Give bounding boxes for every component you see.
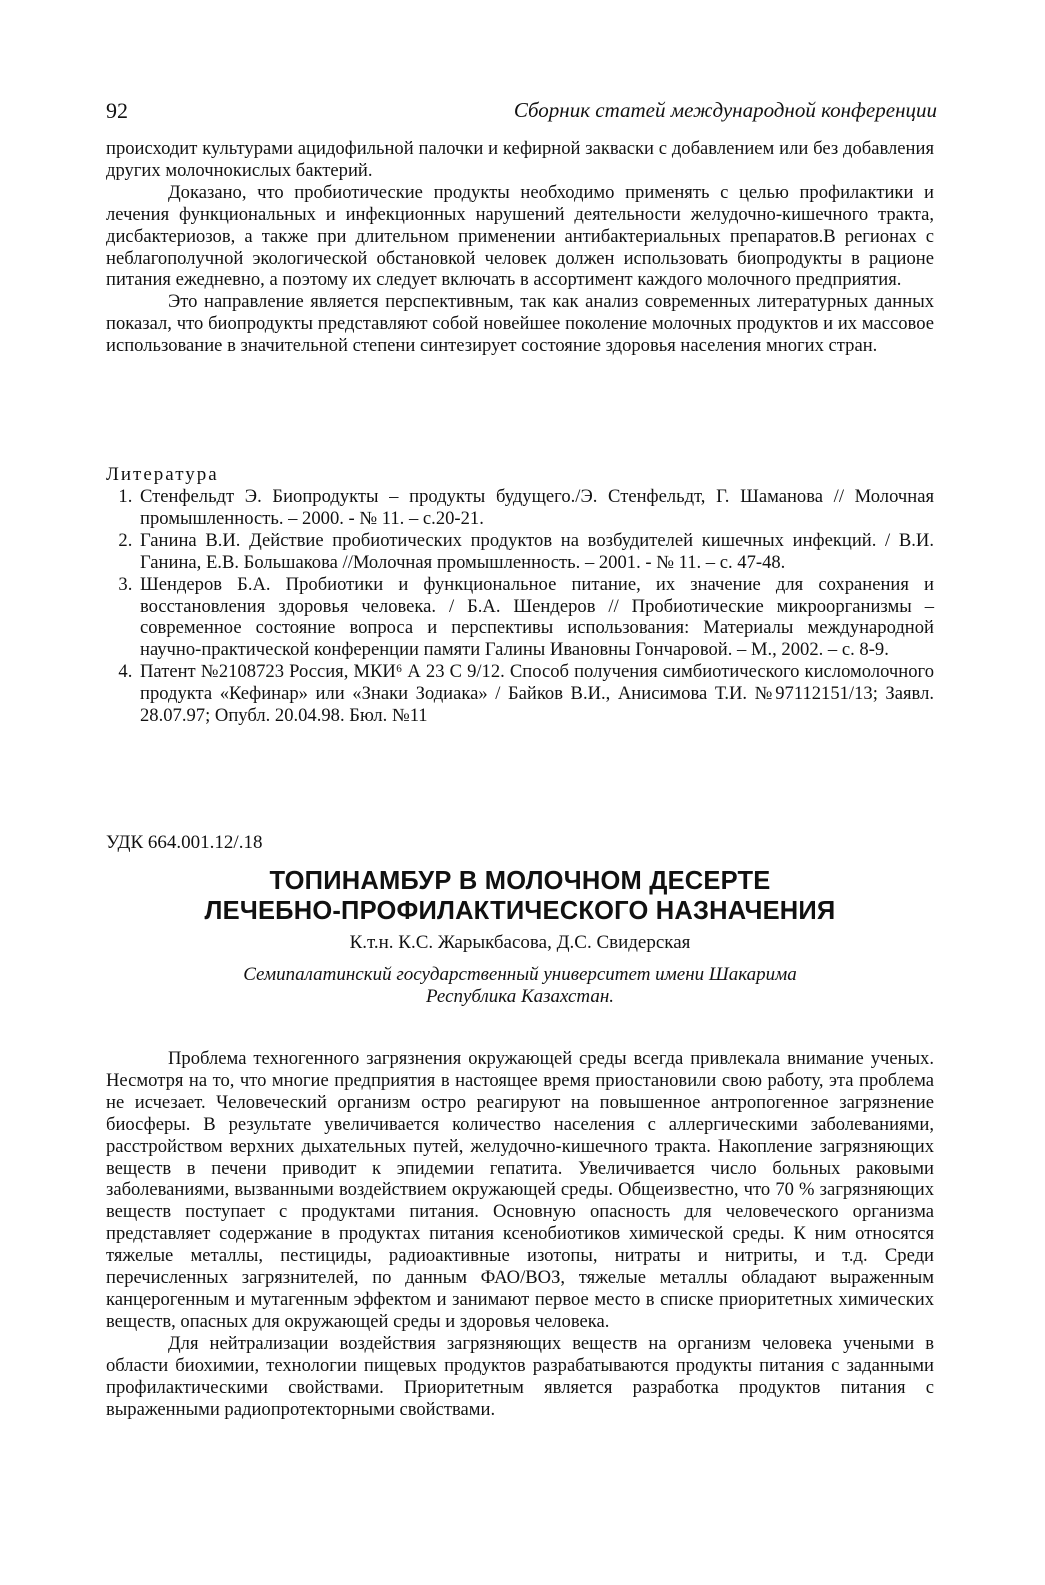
intro-section [106, 138, 934, 357]
literature-heading: Литература [106, 464, 219, 485]
article-title-line-1: ТОПИНАМБУР В МОЛОЧНОМ ДЕСЕРТЕ [269, 867, 771, 895]
article-body [106, 1048, 934, 1420]
article-header [106, 866, 934, 1008]
reference-item: 4. Патент №2108723 Россия, МКИ⁶ А 23 С 9/12. Способ получения симбиотического кисломолочного продукта «Кефинар» или «Знаки Зодиака» / Байков В.И., Анисимова Т.И. №97112151/13; Заявл. 28.07.97; Опубл. 20.04.98. Бюл. №11 [137, 661, 934, 727]
reference-list [106, 486, 934, 727]
running-title: Сборник статей международной конференции [513, 98, 937, 122]
article-paragraph-1: Проблема техногенного загрязнения окружающей среды всегда привлекала внимание ученых. Несмотря на то, что многие предприятия в настоящее время приостановили свою работу, эта проблема не исчезает. Человеческий организм остро реагируют на повышенное антропогенное загрязнение биосферы. В результате увеличивается количество населения с аллергическими заболеваниями, расстройством верхних дыхательных путей, желудочно-кишечного тракта. Накопление загрязняющих веществ в печени приводит к эпидемии гепатита. Увеличивается число больных раковыми заболеваниями, вызванными воздействием окружающей среды. Общеизвестно, что 70 % загрязняющих веществ поступает с продуктами питания. Основную опасность для человеческого организма представляет содержание в продуктах питания ксенобиотиков химической среды. К ним относятся тяжелые металлы, пестициды, радиоактивные изотопы, нитраты и нитриты, и т.д. Среди перечисленных загрязнителей, по данным ФАО/ВОЗ, тяжелые металлы обладают выраженным канцерогенным и мутагенным эффектом и занимают первое место в списке приоритетных химических веществ, опасных для окружающей среды и здоровья человека. [106, 1048, 934, 1332]
reference-item: 3. Шендеров Б.А. Пробиотики и функциональное питание, их значение для сохранения и восстановления здоровья человека. / Б.А. Шендеров // Пробиотические микроорганизмы – современное состояние вопроса и перспективы использования: Материалы международной научно-практической конференции памяти Галины Ивановны Гончаровой. – М., 2002. – с. 8-9. [137, 574, 934, 662]
udk-line [106, 832, 934, 854]
literature-section [106, 464, 934, 727]
article-paragraph-2: Для нейтрализации воздействия загрязняющих веществ на организм человека учеными в области биохимии, технологии пищевых продуктов разрабатываются продукты питания с заданными профилактическими свойствами. Приоритетным является разработка продуктов питания с выраженными радиопротекторными свойствами. [106, 1332, 934, 1420]
intro-paragraph-1: происходит культурами ацидофильной палочки и кефирной закваски с добавлением или без добавления других молочнокислых бактерий. [106, 138, 934, 181]
article-authors: К.т.н. К.С. Жарыкбасова, Д.С. Свидерская [349, 932, 691, 953]
intro-paragraph-3: Это направление является перспективным, так как анализ современных литературных данных показал, что биопродукты представляют собой новейшее поколение молочных продуктов и их массовое использование в значительной степени синтезирует состояние здоровья населения многих стран. [106, 291, 934, 357]
reference-item: 2. Ганина В.И. Действие пробиотических продуктов на возбудителей кишечных инфекций. / В.И. Ганина, Е.В. Большакова //Молочная промышленность. – 2001. - № 11. – с. 47-48. [137, 530, 934, 574]
udk-code: УДК 664.001.12/.18 [106, 832, 263, 853]
intro-paragraph-2: Доказано, что пробиотические продукты необходимо применять с целью профилактики и лечения функциональных и инфекционных нарушений деятельности желудочно-кишечного тракта, дисбактериозов, а также при длительном применении антибактериальных препаратов.В регионах с неблагополучной экологической обстановкой человек должен использовать биопродукты в рационе питания ежедневно, а поэтому их следует включать в ассортимент каждого молочного предприятия. [106, 181, 934, 291]
affiliation-line-2: Республика Казахстан. [425, 986, 615, 1007]
page-number: 92 [106, 98, 128, 123]
reference-item: 1. Стенфельдт Э. Биопродукты – продукты будущего./Э. Стенфельдт, Г. Шаманова // Молочная промышленность. – 2000. - № 11. – с.20-21. [137, 486, 934, 530]
article-title-line-2: ЛЕЧЕБНО-ПРОФИЛАКТИЧЕСКОГО НАЗНАЧЕНИЯ [204, 897, 836, 925]
affiliation-line-1: Семипалатинский государственный университет имени Шакарима [243, 964, 797, 985]
